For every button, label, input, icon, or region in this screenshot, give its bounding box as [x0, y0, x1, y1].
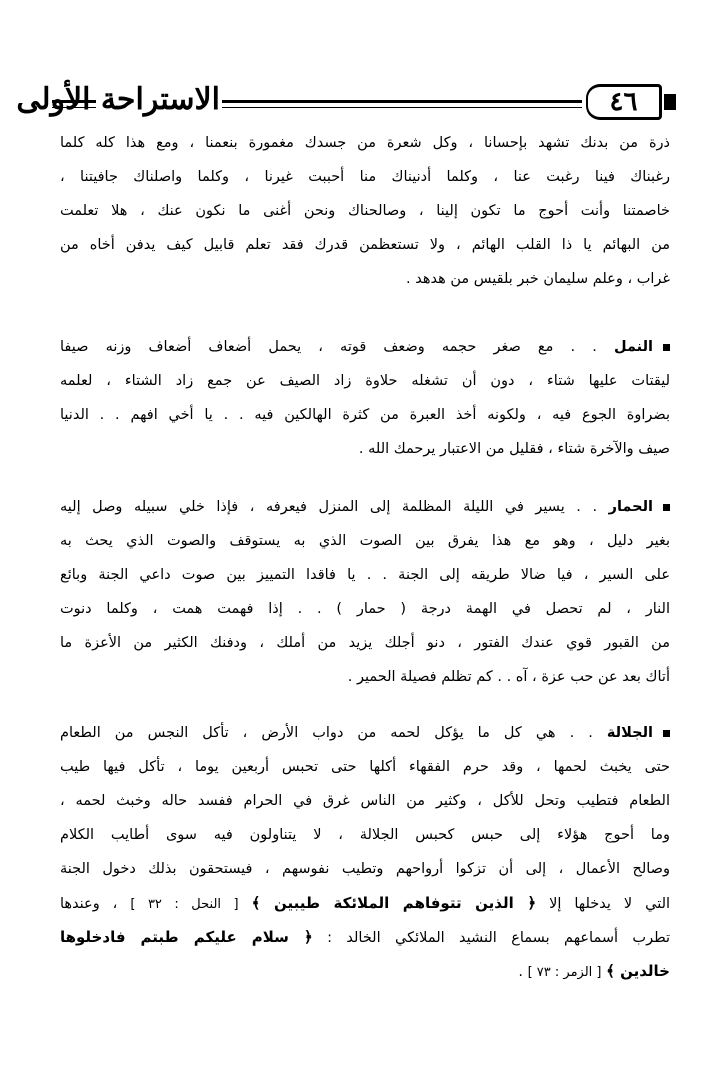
- text-line: أتاك بعد عن حب عزة ، آه . . كم تظلم فصيلة الحمير .: [347, 669, 670, 685]
- text-span: تطرب أسماعهم بسماع النشيد الملائكي الخالد :: [327, 930, 671, 946]
- text-line: ليقتات عليها شتاء ، دون أن تشغله حلاوة زاد الصيف عن جمع زاد الشتاء ، لعلمه: [60, 373, 670, 389]
- text-line: [60, 716, 670, 750]
- term-heading: الحمار: [608, 499, 654, 515]
- text-line: خاصمتنا وأنت أحوج ما تكون إلينا ، وصالحناك ونحن أغنى ما نكون عنك ، هلا تعلمت: [60, 203, 670, 219]
- verse-reference: [ النحل : ٣٢ ]: [130, 897, 239, 912]
- running-header: [16, 78, 684, 128]
- text-span: . . هي كل ما يؤكل لحمه من دواب الأرض ، تأكل النجس من الطعام: [60, 725, 593, 741]
- text-line: [60, 330, 670, 364]
- text-line: رغبناك فينا رغبت عنا ، وكلما أدنيناك منا أحببت غيرنا ، وكلما واصلناك جافيتنا ،: [60, 169, 670, 185]
- text-line: وما أحوج هؤلاء إلى حبس كحبس الجلالة ، لا يتناولون فيه سوى أطايب الكلام: [60, 827, 670, 843]
- bullet-square: [663, 504, 670, 511]
- text-line: ذرة من بدنك تشهد بإحسانا ، وكل شعرة من جسدك مغمورة بنعمنا ، ومع هذا كله كلما: [60, 135, 670, 151]
- bullet-square: [663, 730, 670, 737]
- text-line: [60, 954, 670, 988]
- text-line: [60, 886, 670, 920]
- text-line: من البهائم يا ذا القلب الهائم ، ولا تستعظمن قدرك فقد تعلم قابيل كيف يدفن أخاه من: [60, 237, 670, 253]
- text-line: بضراوة الجوع فيه ، ولكونه أخذ العبرة من كثرة الهالكين فيه . . يا أخي افهم . . الدنيا: [60, 407, 670, 423]
- quran-verse: خالدين ﴾: [606, 962, 670, 980]
- text-line: على السير ، فيا ضالا طريقه إلى الجنة . . يا فاقدا التمييز بين صوت داعي الجنة وبائع: [60, 567, 670, 583]
- text-line: صيف والآخرة شتاء ، فقليل من الاعتبار يرحمك الله .: [358, 441, 670, 457]
- text-line: الطعام فتطيب وتحل للأكل ، وكثير من الناس غرق في الحرام ففسد حاله وخبث لحمه ،: [60, 793, 670, 809]
- text-line: وصالح الأعمال ، إلى أن تزكوا أرواحهم وتطيب نفوسهم ، فيستحقون بذلك دخول الجنة: [60, 861, 670, 877]
- text-span: ، وعندها: [60, 896, 118, 912]
- chapter-title: الاستراحة الأولى: [16, 82, 220, 117]
- text-line: النار ، لم تحصل في الهمة درجة ( حمار ) . . إذا فهمت همت ، وكلما دنوت: [60, 601, 670, 617]
- text-line: من القبور قوي عندك الفتور ، دنو أجلك يزيد من أملك ، ودفنك الكثير من الأعزة ما: [60, 635, 670, 651]
- page-number-tab: [664, 94, 676, 110]
- text-line: [60, 490, 670, 524]
- bullet-square: [663, 344, 670, 351]
- term-heading: النمل: [614, 339, 654, 355]
- text-line: حتى يخبث لحمها ، وقد حرم الفقهاء أكلها حتى تحبس أربعين يوما ، تأكل فيها طيب: [60, 759, 670, 775]
- text-span: التي لا يدخلها إلا: [549, 896, 671, 912]
- text-line: غراب ، وعلم سليمان خبر بلقيس من هدهد .: [406, 271, 670, 287]
- quran-verse: ﴿ سلام عليكم طبتم فادخلوها: [60, 928, 313, 946]
- text-line: بغير دليل ، وهو مع هذا يفرق بين الصوت الذي به يستوقف والصوت الذي يحث به: [60, 533, 670, 549]
- text-line: [60, 920, 670, 954]
- text-span: . . مع صغر حجمه وضعف قوته ، يحمل أضعاف أضعاف وزنه صيفا: [60, 339, 597, 355]
- term-heading: الجلالة: [606, 725, 654, 741]
- page-number: ٤٦: [586, 84, 662, 120]
- verse-reference: [ الزمر : ٧٣ ]: [527, 965, 602, 980]
- header-rule-right: [222, 100, 582, 108]
- quran-verse: ﴿ الذين تتوفاهم الملائكة طيبين ﴾: [251, 894, 537, 912]
- text-span: .: [518, 964, 523, 980]
- text-span: . . يسير في الليلة المظلمة إلى المنزل فيعرفه ، فإذا خلي سبيله وصل إليه: [60, 499, 598, 515]
